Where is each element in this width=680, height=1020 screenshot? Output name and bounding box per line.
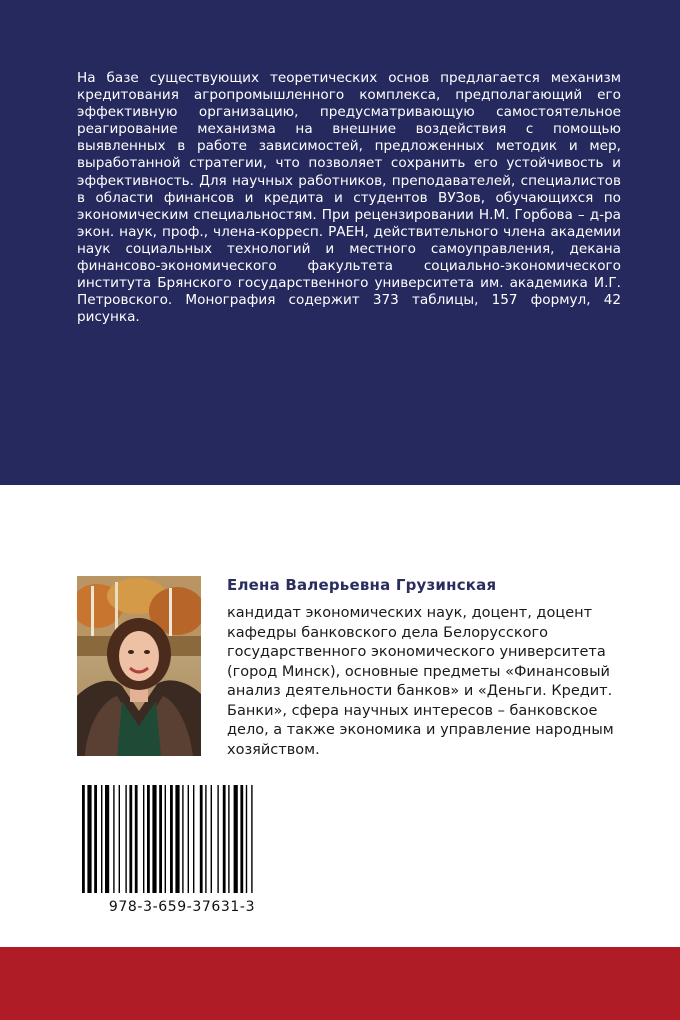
abstract-panel (0, 0, 680, 485)
barcode-bar (193, 785, 194, 893)
barcode-bar (143, 785, 144, 893)
barcode-bar (147, 785, 150, 893)
barcode-bar (101, 785, 102, 893)
barcode-bar (152, 785, 156, 893)
barcode-bar (82, 785, 85, 893)
barcode-bar (119, 785, 120, 893)
barcode-bar (94, 785, 97, 893)
barcode-bar (165, 785, 166, 893)
barcode-bar (251, 785, 252, 893)
barcode-bar (234, 785, 238, 893)
barcode-bar (129, 785, 132, 893)
barcode-bar (105, 785, 109, 893)
barcode-bar (113, 785, 114, 893)
barcode-bar (217, 785, 218, 893)
barcode-bar (240, 785, 243, 893)
book-abstract: На базе существующих теоретических основ предлагается механизм кредитования агропромышленного комплекса, предполагающий его эффективную организацию, предусматривающую самостоятельное реагирование механизма на внешние воздействия с помощью выявленных в работе зависимостей, предложенных методик и мер, выработанной стратегии, что позволяет сохранить его устойчивость и эффективность. Для научных работников, преподавателей, специалистов в области финансов и кредита и студентов ВУЗов, обучающихся по экономическим специальностям. При рецензировании Н.М. Горбова – д-ра экон. наук, проф., члена-корресп. РАЕН, действительного члена академии наук социальных технологий и местного самоуправления, декана финансово-экономического факультета социально-экономического института Брянского государственного университета им. академика И.Г. Петровского. Монография содержит 373 таблицы, 157 формул, 42 рисунка. (77, 70, 621, 326)
barcode-bar (182, 785, 183, 893)
author-bio: кандидат экономических наук, доцент, доцент кафедры банковского дела Белорусского государственного экономического университета (город Минск), основные предметы «Финансовый анализ деятельности банков» и «Деньги. Кредит. Банки», сфера научных интересов – банковское дело, а также экономика и управление народным хозяйством. (227, 605, 614, 758)
isbn-barcode (82, 785, 282, 893)
barcode-bar (211, 785, 212, 893)
author-photo (77, 576, 201, 756)
barcode-bar (87, 785, 91, 893)
barcode-bar (175, 785, 179, 893)
barcode-bar (125, 785, 126, 893)
barcode-bar (200, 785, 203, 893)
barcode-bar (228, 785, 229, 893)
barcode-bar (159, 785, 162, 893)
barcode-bar (205, 785, 206, 893)
barcode-bar (223, 785, 226, 893)
bottom-color-band (0, 947, 680, 1020)
barcode-bar (246, 785, 247, 893)
barcode-bar (170, 785, 173, 893)
isbn-number: 978-3-659-37631-3 (108, 899, 256, 915)
barcode-bar (188, 785, 189, 893)
barcode-bar (135, 785, 138, 893)
author-name: Елена Валерьевна Грузинская (227, 576, 497, 594)
